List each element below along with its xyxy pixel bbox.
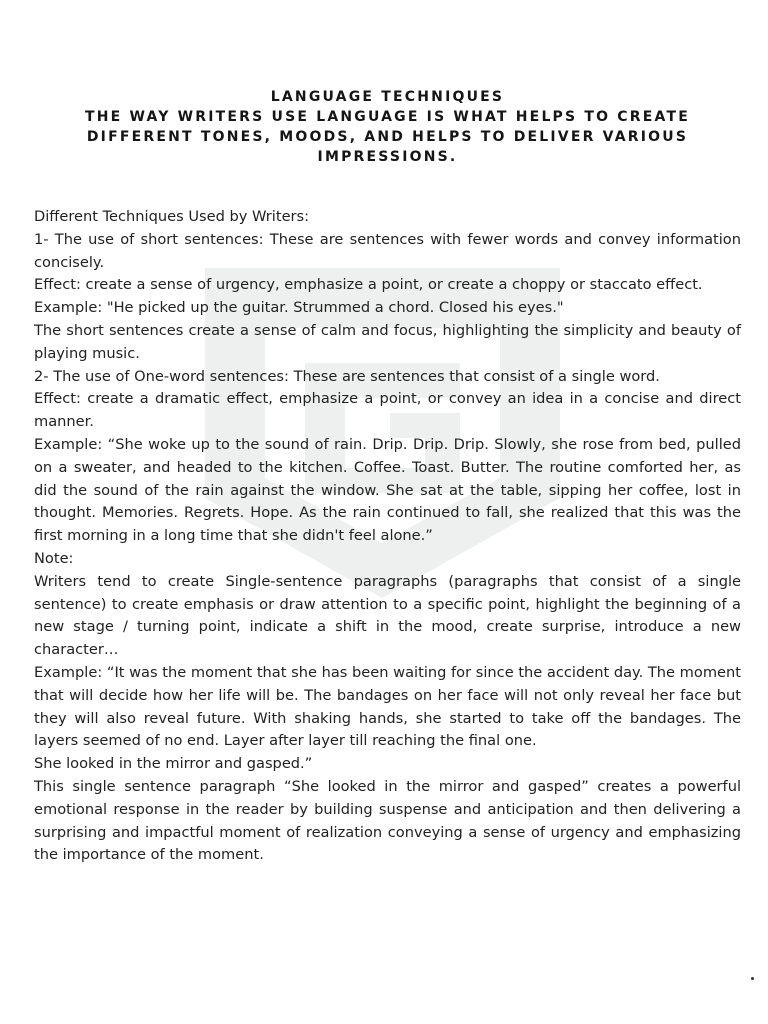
paragraph-note-label: Note: xyxy=(34,549,74,567)
corner-dot xyxy=(751,977,754,980)
document-title: LANGUAGE TECHNIQUES xyxy=(270,89,505,105)
paragraph-note: Writers tend to create Single-sentence paragraphs (paragraphs that consist of a single sentence) to create emphasis or draw attention to a specific point, highlight the beginning of a new stage / turning point, indicate a shift in the mood, create surprise, introduce a new character… xyxy=(34,572,741,659)
paragraph-example-2: Example: “She woke up to the sound of rain. Drip. Drip. Drip. Slowly, she rose from bed, pulled on a sweater, and headed to the kitchen. Coffee. Toast. Butter. The routine comforted her, as did the sound of the rain against the window. She sat at the table, sipping her coffee, lost in thought. Memories. Regrets. Hope. As the rain continued to fall, she realized that this was the first morning in a long time that she didn't feel alone.” xyxy=(34,435,741,545)
document-subtitle: THE WAY WRITERS USE LANGUAGE IS WHAT HELPS TO CREATE DIFFERENT TONES, MOODS, AND HELPS TO DELIVER VARIOUS IMPRESSIONS. xyxy=(85,109,690,165)
paragraph-conclusion: This single sentence paragraph “She looked in the mirror and gasped” creates a powerful emotional response in the reader by building suspense and anticipation and then delivering a surprising and impactful moment of realization conveying a sense of urgency and emphasizing the importance of the moment. xyxy=(34,777,741,864)
paragraph-effect-2: Effect: create a dramatic effect, emphasize a point, or convey an idea in a concise and direct manner. xyxy=(34,390,741,431)
paragraph-effect-1: Effect: create a sense of urgency, emphasize a point, or create a choppy or staccato effect. xyxy=(34,276,703,294)
paragraph-short-sentences: 1- The use of short sentences: These are sentences with fewer words and convey information concisely. xyxy=(34,230,741,271)
paragraph-explanation-1: The short sentences create a sense of calm and focus, highlighting the simplicity and beauty of playing music. xyxy=(34,321,741,362)
paragraph-intro: Different Techniques Used by Writers: xyxy=(34,208,310,225)
paragraph-example-3: Example: “It was the moment that she has been waiting for since the accident day. The moment that will decide how her life will be. The bandages on her face will not only reveal her face but they will also reveal future. With shaking hands, she started to take off the bandages. The layers seemed of no end. Layer after layer till reaching the final one. xyxy=(34,663,741,750)
document-body xyxy=(34,206,741,867)
paragraph-example-1: Example: "He picked up the guitar. Strummed a chord. Closed his eyes." xyxy=(34,299,564,317)
paragraph-example-3-end: She looked in the mirror and gasped.” xyxy=(34,755,313,773)
document-page xyxy=(34,0,741,867)
paragraph-one-word-sentences: 2- The use of One-word sentences: These are sentences that consist of a single word. xyxy=(34,367,660,385)
document-header xyxy=(34,87,741,167)
